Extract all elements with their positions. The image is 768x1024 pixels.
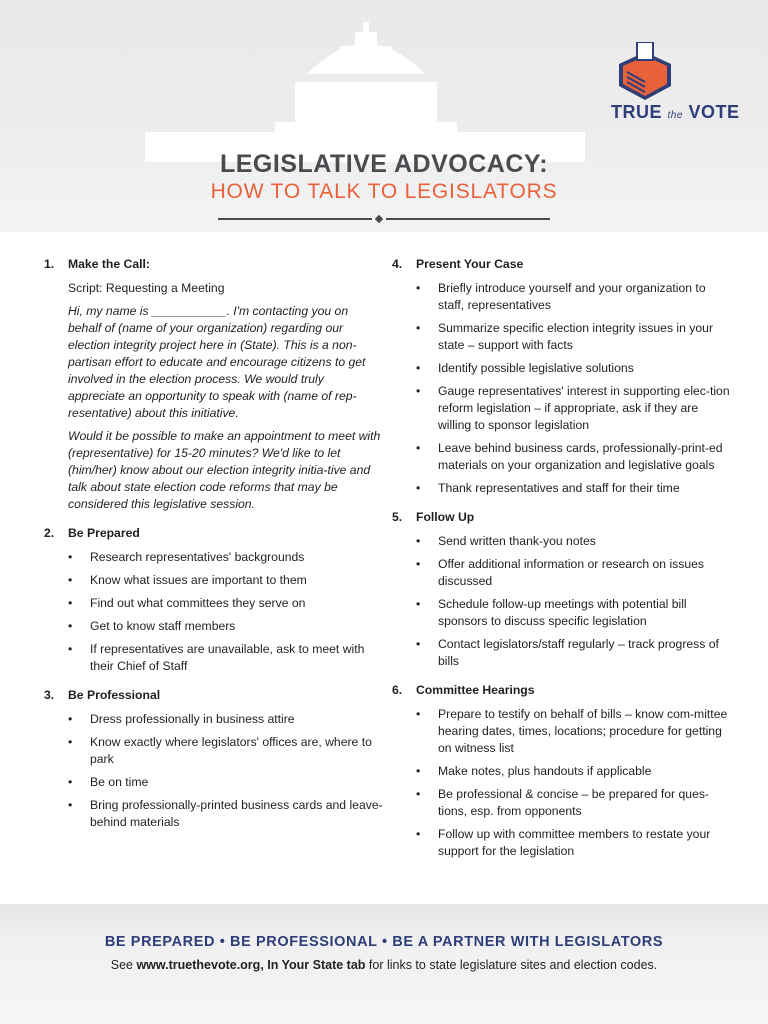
list-item-text: Bring professionally-printed business cards and leave-behind materials (90, 798, 383, 829)
bullet-icon: • (416, 441, 421, 455)
true-the-vote-logo (611, 42, 740, 123)
bullet-icon: • (68, 573, 73, 587)
list-item-text: Follow up with committee members to restate your support for the legislation (438, 827, 711, 858)
list-item-text: Be on time (90, 775, 149, 789)
list-item (416, 596, 732, 630)
list-item (416, 786, 732, 820)
list-item-text: Find out what committees they serve on (90, 596, 306, 610)
list-item (416, 383, 732, 434)
list-item (68, 734, 384, 768)
list-item-text: Be professional & concise – be prepared for ques-tions, esp. from opponents (438, 787, 709, 818)
bullet-icon: • (416, 707, 421, 721)
ballot-box-icon (617, 42, 673, 100)
right-column (392, 256, 732, 872)
bullet-icon: • (416, 481, 421, 495)
section-heading: Present Your Case (416, 257, 524, 271)
list-item-text: Briefly introduce yourself and your organization to staff, representatives (438, 281, 706, 312)
logo-the: the (667, 110, 683, 121)
bullet-icon: • (68, 550, 73, 564)
section-committee-hearings (392, 682, 732, 860)
title-divider-left (218, 218, 372, 220)
bullet-icon: • (416, 534, 421, 548)
bullet-icon: • (416, 384, 421, 398)
list-item-text: Contact legislators/staff regularly – track progress of bills (438, 637, 719, 668)
section-be-prepared (44, 525, 384, 675)
logo-vote: VOTE (688, 102, 740, 122)
bullet-icon: • (68, 642, 73, 656)
bullet-icon: • (416, 361, 421, 375)
bullet-icon: • (416, 597, 421, 611)
list-item (416, 826, 732, 860)
list-item (416, 556, 732, 590)
bullet-icon: • (68, 619, 73, 633)
list-item (416, 440, 732, 474)
list-item (68, 618, 384, 635)
footer-note-pre: See (110, 958, 137, 972)
list-item-text: Thank representatives and staff for their time (438, 481, 680, 495)
footer-note-tab: , In Your State tab (260, 958, 366, 972)
list-item (68, 572, 384, 589)
list-item (68, 711, 384, 728)
website-link[interactable]: www.truethevote.org (136, 958, 261, 972)
section-number: 3. (44, 688, 55, 702)
script-paragraph: Hi, my name is ___________. I'm contacting you on behalf of (name of your organization) regarding our election integrity project here in (State). This is a non-partisan effort to educate and encourage citizens to get involved in the election process. We would truly appreciate an opportunity to speak with (name of rep-resentative) about this initiative. (68, 304, 366, 420)
list-item-text: Summarize specific election integrity issues in your state – support with facts (438, 321, 714, 352)
page-subtitle: HOW TO TALK TO LEGISLATORS (210, 180, 558, 203)
list-item-text: Know exactly where legislators' offices are, where to park (90, 735, 372, 766)
bullet-icon: • (416, 637, 421, 651)
bullet-icon: • (416, 827, 421, 841)
section-number: 5. (392, 510, 403, 524)
list-item-text: Schedule follow-up meetings with potential bill sponsors to discuss specific legislation (438, 597, 687, 628)
list-item-text: Research representatives' backgrounds (90, 550, 305, 564)
left-column (44, 256, 384, 843)
section-be-professional (44, 687, 384, 831)
section-heading: Make the Call: (68, 257, 150, 271)
bullet-icon: • (416, 557, 421, 571)
bullet-icon: • (416, 281, 421, 295)
bullet-icon: • (68, 798, 73, 812)
list-item (416, 533, 732, 550)
capitol-dome-icon (145, 22, 585, 162)
list-item-text: Send written thank-you notes (438, 534, 596, 548)
section-number: 6. (392, 683, 403, 697)
list-item-text: Leave behind business cards, professionally-print-ed materials on your organization and legislative goals (438, 441, 723, 472)
section-heading: Committee Hearings (416, 683, 535, 697)
list-item-text: Dress professionally in business attire (90, 712, 295, 726)
bullet-icon: • (416, 321, 421, 335)
script-paragraph: Would it be possible to make an appointment to meet with (representative) for 15-20 minutes? We'd like to let (him/her) know about our election integrity initia-tive and talk about state election code reforms that may be considered this legislative session. (68, 429, 381, 511)
list-item (416, 320, 732, 354)
list-item (68, 595, 384, 612)
section-heading: Follow Up (416, 510, 475, 524)
list-item-text: Make notes, plus handouts if applicable (438, 764, 652, 778)
section-number: 2. (44, 526, 55, 540)
list-item-text: If representatives are unavailable, ask to meet with their Chief of Staff (90, 642, 365, 673)
bullet-icon: • (68, 735, 73, 749)
list-item (416, 706, 732, 757)
list-item-text: Identify possible legislative solutions (438, 361, 634, 375)
list-item-text: Get to know staff members (90, 619, 236, 633)
bullet-icon: • (416, 787, 421, 801)
bullet-icon: • (68, 596, 73, 610)
footer-slogan: BE PREPARED • BE PROFESSIONAL • BE A PARTNER WITH LEGISLATORS (104, 934, 664, 950)
section-present-your-case (392, 256, 732, 497)
list-item (68, 797, 384, 831)
footer-note-post: for links to state legislature sites and election codes. (365, 958, 658, 972)
section-make-the-call (44, 256, 384, 513)
bullet-icon: • (68, 775, 73, 789)
section-follow-up (392, 509, 732, 670)
bullet-icon: • (416, 764, 421, 778)
footer-note (0, 958, 768, 972)
section-number: 4. (392, 257, 403, 271)
list-item (68, 774, 384, 791)
list-item-text: Prepare to testify on behalf of bills – know com-mittee hearing dates, times, locations; procedure for getting on witness list (438, 707, 728, 755)
script-title: Script: Requesting a Meeting (68, 281, 225, 295)
section-heading: Be Professional (68, 688, 161, 702)
logo-true: TRUE (611, 102, 662, 122)
section-heading: Be Prepared (68, 526, 140, 540)
list-item (416, 763, 732, 780)
title-divider-right (386, 218, 550, 220)
list-item (416, 480, 732, 497)
list-item (416, 636, 732, 670)
bullet-icon: • (68, 712, 73, 726)
section-number: 1. (44, 257, 55, 271)
list-item (68, 549, 384, 566)
list-item-text: Gauge representatives' interest in supporting elec-tion reform legislation – if appropriate, ask if they are willing to sponsor legislation (438, 384, 730, 432)
list-item (68, 641, 384, 675)
list-item (416, 280, 732, 314)
list-item-text: Know what issues are important to them (90, 573, 307, 587)
page-title: LEGISLATIVE ADVOCACY: (219, 150, 549, 178)
list-item (416, 360, 732, 377)
list-item-text: Offer additional information or research on issues discussed (438, 557, 705, 588)
